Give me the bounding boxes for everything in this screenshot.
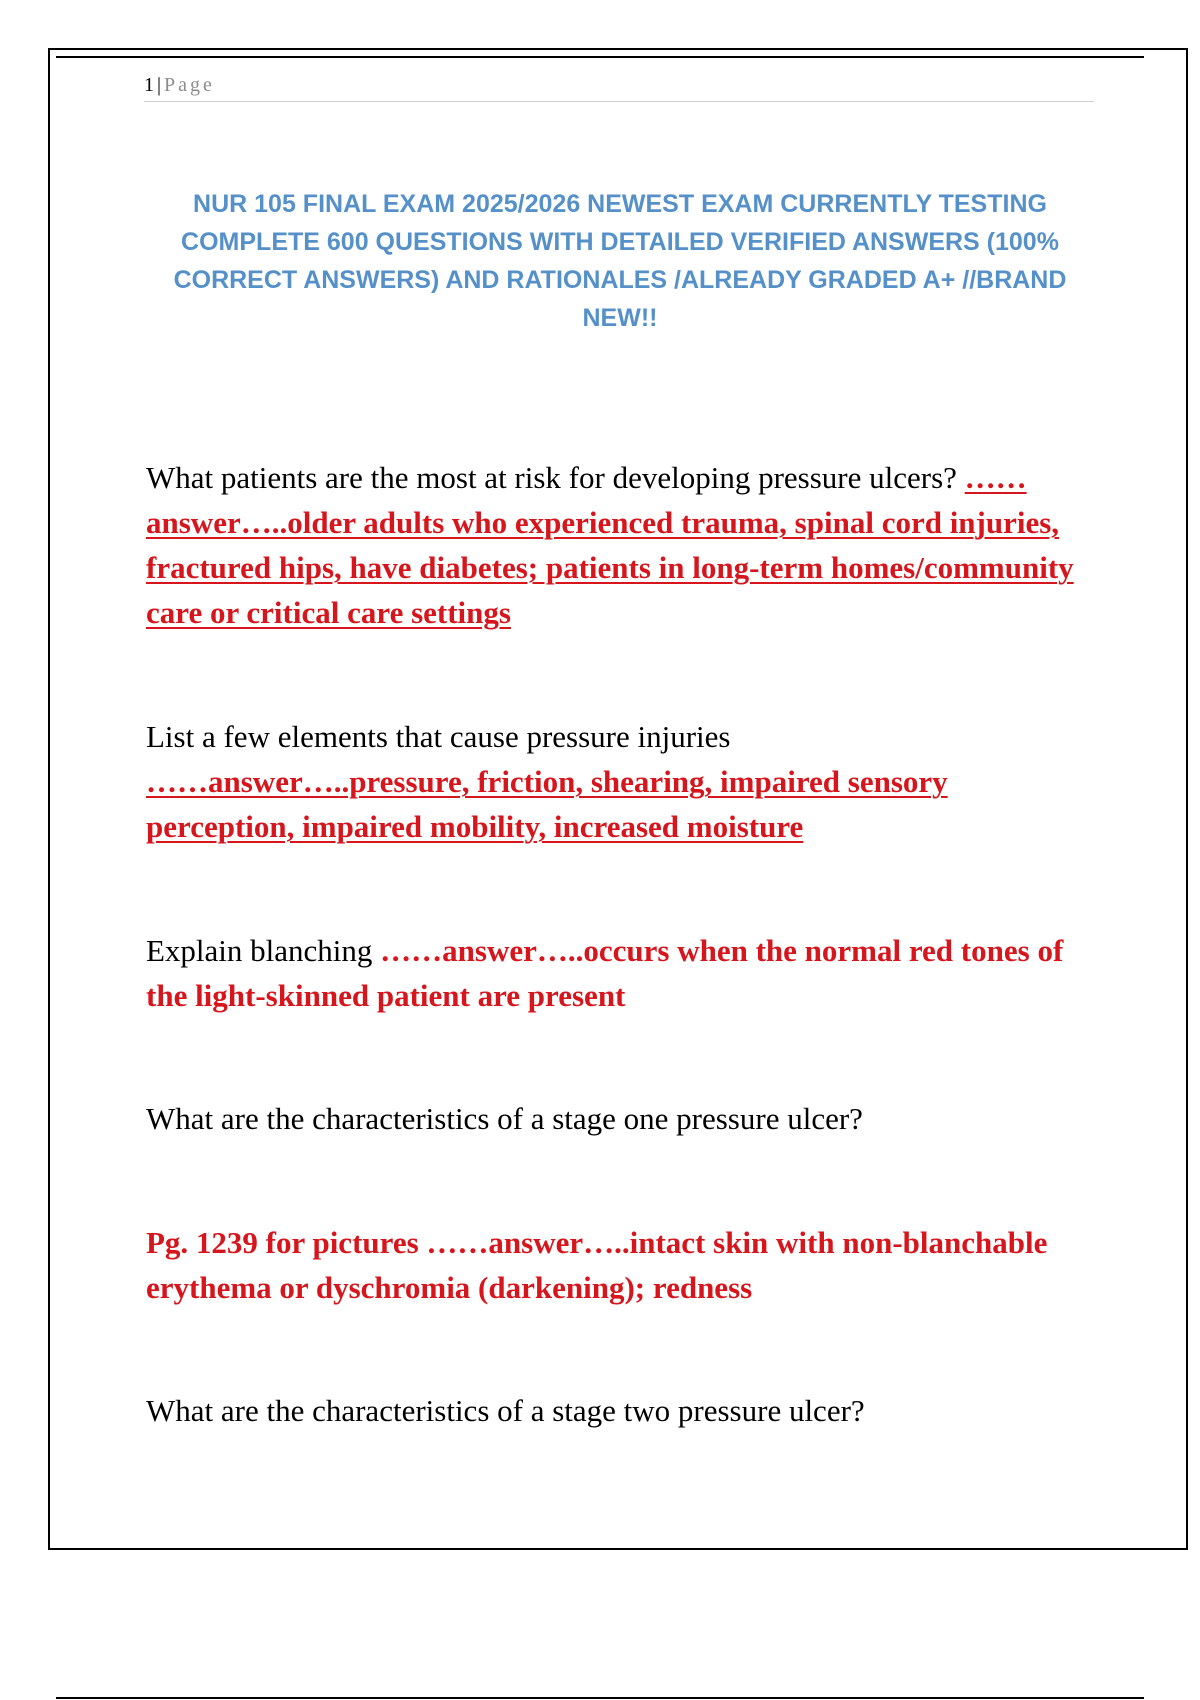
answer-text: ……answer…..pressure, friction, shearing, impaired sensory perception, impaired mobility, increased moisture <box>146 764 948 844</box>
page-label: Page <box>164 74 215 96</box>
question-text: What are the characteristics of a stage two pressure ulcer? <box>146 1393 865 1428</box>
answer-text: ……answer…..older adults who experienced trauma, spinal cord injuries, fractured hips, have diabetes; patients in long-term homes/community care or critical care settings <box>146 460 1074 630</box>
qa-block <box>146 455 1096 635</box>
header-separator: | <box>157 74 162 96</box>
qa-block <box>146 714 1096 849</box>
qa-block <box>146 928 1096 1018</box>
answer-text: Pg. 1239 for pictures ……answer…..intact skin with non-blanchable erythema or dyschromia (darkening); redness <box>146 1225 1048 1305</box>
question-text: List a few elements that cause pressure injuries <box>146 719 731 754</box>
document-title: NUR 105 FINAL EXAM 2025/2026 NEWEST EXAM CURRENTLY TESTING COMPLETE 600 QUESTIONS WITH DETAILED VERIFIED ANSWERS (100% CORRECT ANSWERS) AND RATIONALES /ALREADY GRADED A+ //BRAND NEW!! <box>173 190 1067 332</box>
page-header <box>144 74 1094 102</box>
question-text: What are the characteristics of a stage one pressure ulcer? <box>146 1101 863 1136</box>
bottom-rule <box>56 1697 1144 1699</box>
qa-block <box>146 1220 1096 1310</box>
page-number: 1 <box>144 74 154 96</box>
question-text: Explain blanching <box>146 933 373 968</box>
question-text: What patients are the most at risk for developing pressure ulcers? <box>146 460 957 495</box>
answer-text: ……answer…..occurs when the normal red tones of the light-skinned patient are present <box>146 933 1064 1013</box>
qa-block <box>146 1388 1096 1433</box>
qa-block <box>146 1096 1096 1141</box>
top-rule <box>56 56 1144 58</box>
